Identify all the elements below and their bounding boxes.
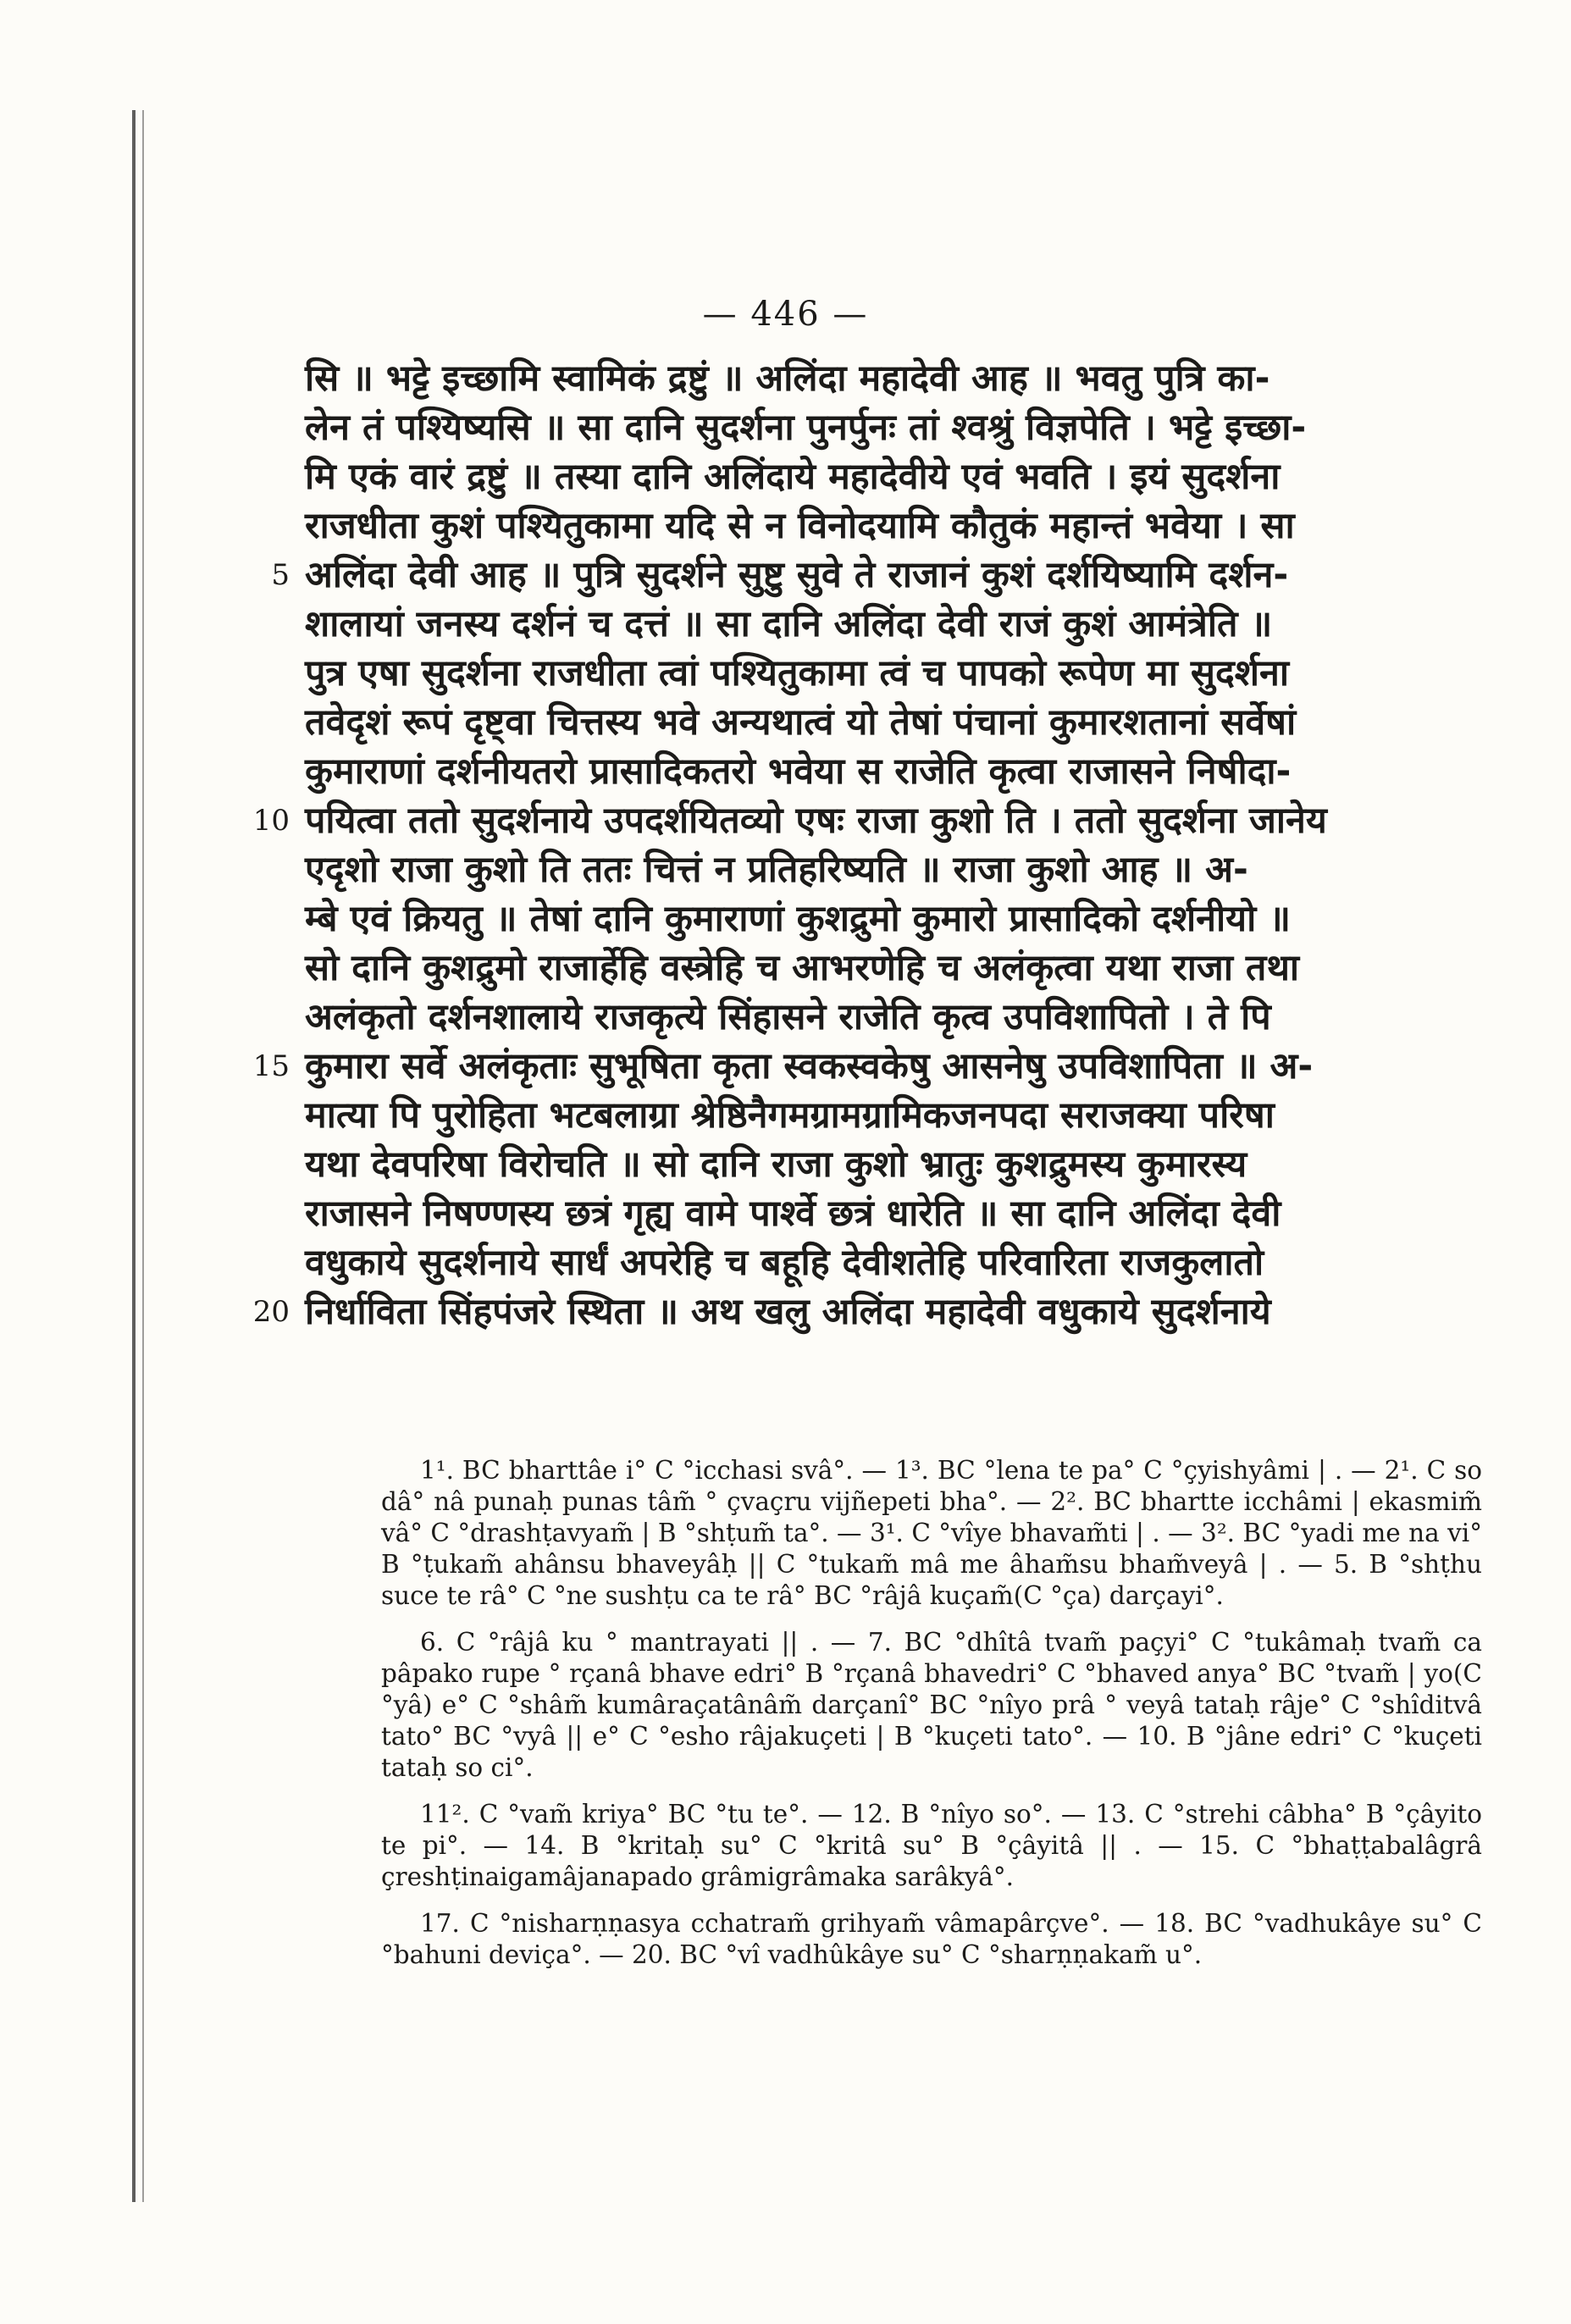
line-text: म्बे एवं क्रियतु ॥ तेषां दानि कुमाराणां कुशद्रुमो कुमारो प्रासादिको दर्शनीयो ॥	[305, 898, 1291, 940]
text-line	[252, 1042, 1491, 1091]
line-text: कुमारा सर्वे अलंकृताः सुभूषिता कृता स्वकस्वकेषु आसनेषु उपविशापिता ॥ अ-	[305, 1045, 1314, 1087]
text-line	[305, 845, 1491, 894]
line-text: पयित्वा ततो सुदर्शनाये उपदर्शयितव्यो एषः राजा कुशो ति । ततो सुदर्शना जानेय	[305, 800, 1327, 842]
footnote-paragraph: 11². C °vam̃ kriya° BC °tu te°. — 12. B °nîyo so°. — 13. C °strehi câbha° B °çâyito te pi°. — 14. B °kritaḥ su° C °kritâ su° B °çâyitâ || . — 15. C °bhaṭṭabalâgrâ çreshṭinaigamâjanapado grâmigrâmaka sarâkyâ°.	[381, 1800, 1482, 1891]
line-text: राजधीता कुशं पश्यितुकामा यदि से न विनोदयामि कौतुकं महान्तं भवेया । सा	[305, 505, 1295, 547]
line-text: मि एकं वारं द्रष्टुं ॥ तस्या दानि अलिंदाये महादेवीये एवं भवति । इयं सुदर्शना	[305, 456, 1281, 498]
footnote-paragraph: 1¹. BC bharttâe i° C °icchasi svâ°. — 1³. BC °lena te pa° C °çyishyâmi | . — 2¹. C so dâ° nâ punaḥ punas tâm̃ ° çvaçru vijñepeti bha°. — 2². BC bhartte icchâmi | ekasmim̃ vâ° C °drashṭavyam̃ | B °shṭum̃ ta°. — 3¹. C °vîye bhavam̃ti | . — 3². BC °yadi me na vi° B °ṭukam̃ ahânsu bhaveyâḥ || C °tukam̃ mâ me âham̃su bham̃veyâ | . — 5. B °shṭhu suce te râ° C °ne sushṭu ca te râ° BC °râjâ kuçam̃(C °ça) darçayi°.	[381, 1456, 1482, 1610]
line-text: कुमाराणां दर्शनीयतरो प्रासादिकतरो भवेया स राजेति कृत्वा राजासने निषीदा-	[305, 750, 1292, 793]
text-line	[305, 1091, 1491, 1140]
line-text: लेन तं पश्यिष्यसि ॥ सा दानि सुदर्शना पुनर्पुनः तां श्वश्रुं विज्ञपेति । भट्टे इच्छा-	[305, 407, 1307, 449]
text-line	[305, 649, 1491, 698]
text-line	[271, 551, 1491, 600]
text-line	[252, 1287, 1491, 1336]
text-line	[305, 894, 1491, 943]
text-line	[305, 354, 1491, 403]
text-line	[305, 943, 1491, 993]
line-text: पुत्र एषा सुदर्शना राजधीता त्वां पश्यितुकामा त्वं च पापको रूपेण मा सुदर्शना	[305, 652, 1290, 694]
text-line	[305, 1189, 1491, 1238]
line-text: राजासने निषण्णस्य छत्रं गृह्य वामे पार्श्वे छत्रं धारेति ॥ सा दानि अलिंदा देवी	[305, 1192, 1281, 1235]
line-number: 10	[252, 804, 290, 838]
text-line	[305, 1140, 1491, 1189]
text-line	[305, 403, 1491, 452]
line-number: 20	[252, 1295, 290, 1329]
text-line	[305, 747, 1491, 796]
text-line	[252, 796, 1491, 845]
text-line	[305, 1238, 1491, 1287]
text-line	[305, 600, 1491, 649]
footnote-paragraph: 6. C °râjâ ku ° mantrayati || . — 7. BC °dhîtâ tvam̃ paçyi° C °tukâmaḥ tvam̃ ca pâpako rupe ° rçanâ bhave edri° B °rçanâ bhavedri° C °bhaved anya° BC °tvam̃ | yo(C °yâ) e° C °shâm̃ kumâraçatânâm̃ darçanî° BC °nîyo prâ ° veyâ tataḥ râje° C °shîditvâ tato° BC °vyâ || e° C °esho râjakuçeti | B °kuçeti tato°. — 10. B °jâne edri° C °kuçeti tataḥ so ci°.	[381, 1628, 1482, 1782]
line-text: शालायां जनस्य दर्शनं च दत्तं ॥ सा दानि अलिंदा देवी राजं कुशं आमंत्रेति ॥	[305, 603, 1273, 645]
text-line	[305, 452, 1491, 501]
line-number: 5	[271, 558, 290, 592]
line-text: मात्या पि पुरोहिता भटबलाग्रा श्रेष्ठिनैगमग्रामग्रामिकजनपदा सराजक्या परिषा	[305, 1094, 1275, 1137]
line-number: 15	[252, 1049, 290, 1083]
line-text: सो दानि कुशद्रुमो राजार्हेहि वस्त्रेहि च आभरणेहि च अलंकृत्वा यथा राजा तथा	[305, 947, 1300, 989]
main-text-block	[252, 354, 1491, 1336]
left-margin-rule-thin	[142, 110, 144, 2202]
line-text: सि ॥ भट्टे इच्छामि स्वामिकं द्रष्टुं ॥ अलिंदा महादेवी आह ॥ भवतु पुत्रि का-	[305, 357, 1270, 400]
text-line	[305, 993, 1491, 1042]
line-text: एदृशो राजा कुशो ति ततः चित्तं न प्रतिहरिष्यति ॥ राजा कुशो आह ॥ अ-	[305, 849, 1248, 891]
line-text: तवेदृशं रूपं दृष्ट्वा चित्तस्य भवे अन्यथात्वं यो तेषां पंचानां कुमारशतानां सर्वेषां	[305, 701, 1297, 744]
line-text: अलंकृतो दर्शनशालाये राजकृत्ये सिंहासने राजेति कृत्व उपविशापितो । ते पि	[305, 996, 1271, 1038]
page-number: — 446 —	[702, 295, 869, 334]
line-text: अलिंदा देवी आह ॥ पुत्रि सुदर्शने सुष्टु सुवे ते राजानं कुशं दर्शयिष्यामि दर्शन-	[305, 554, 1289, 596]
text-line	[305, 698, 1491, 747]
left-margin-rule	[132, 110, 136, 2202]
footnotes-block	[381, 1455, 1482, 1986]
line-text: यथा देवपरिषा विरोचति ॥ सो दानि राजा कुशो भ्रातुः कुशद्रुमस्य कुमारस्य	[305, 1143, 1247, 1186]
line-text: वधुकाये सुदर्शनाये सार्धं अपरेहि च बहूहि देवीशतेहि परिवारिता राजकुलातो	[305, 1242, 1264, 1284]
line-text: निर्धाविता सिंहपंजरे स्थिता ॥ अथ खलु अलिंदा महादेवी वधुकाये सुदर्शनाये	[305, 1291, 1271, 1333]
footnote-paragraph: 17. C °nisharṇṇasya cchatram̃ grihyam̃ vâmapârçve°. — 18. BC °vadhukâye su° C °bahuni deviça°. — 20. BC °vî vadhûkâye su° C °sharṇṇakam̃ u°.	[381, 1909, 1482, 1969]
text-line	[305, 501, 1491, 551]
